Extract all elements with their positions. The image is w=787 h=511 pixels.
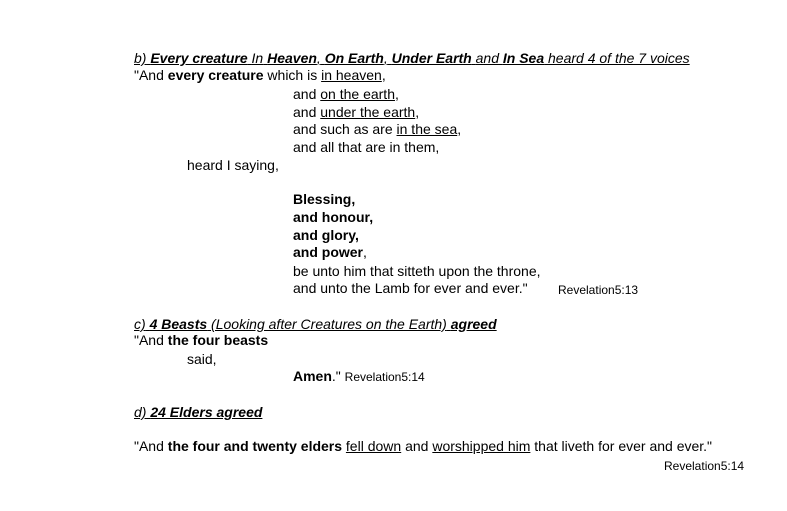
verse-underlined: in heaven [321,67,382,83]
heading-text: heard 4 of the 7 voices [548,50,690,66]
heading-on-earth: On Earth [324,50,384,66]
section-c-label: c) [134,316,146,332]
verse-line [134,332,268,349]
heading-text: (Looking after Creatures on the Earth) [211,316,447,332]
heading-text: and [475,50,499,66]
verse-line [293,244,367,261]
verse-underlined: under the earth [320,104,416,120]
verse-text: and [293,104,317,120]
verse-bold: and power [293,244,364,260]
verse-text: "And [134,438,164,454]
verse-bold: the four beasts [167,332,269,348]
verse-text: and [293,86,317,102]
verse-underlined: on the earth [320,86,395,102]
heading-every-creature: Every creature [150,50,248,66]
verse-bold: Amen [293,368,332,384]
verse-text: "And [134,332,164,348]
verse-line [134,67,386,84]
verse-line [293,104,419,121]
heading-heaven: Heaven [267,50,317,66]
verse-text: , [381,67,386,83]
section-d-label: d) [134,404,147,420]
verse-line [293,121,461,138]
verse-text: ." [331,368,341,384]
section-d-heading [134,404,262,421]
verse-line-bold: and glory, [293,227,359,243]
verse-text: and [405,438,429,454]
verse-line: and all that are in them, [293,139,440,155]
scripture-reference: Revelation5:14 [664,459,745,473]
verse-line: said, [187,351,217,367]
verse-underlined: in the sea [396,121,458,137]
verse-bold: every creature [167,67,264,83]
verse-line: be unto him that sitteth upon the throne, [293,263,541,279]
verse-text: , [415,104,420,120]
verse-line-bold: and honour, [293,209,374,225]
section-b-heading [134,50,690,67]
verse-text: "And [134,67,164,83]
scripture-reference: Revelation5:13 [558,283,639,297]
heading-4-beasts: 4 Beasts [149,316,208,332]
heading-text: , [383,50,388,66]
heading-agreed: agreed [450,316,497,332]
verse-text: which is [267,67,318,83]
verse-text: , [363,244,367,260]
verse-line-bold: Blessing, [293,191,356,207]
heading-24-elders-agreed: 24 Elders agreed [150,404,263,420]
verse-bold: the four and twenty elders [167,438,343,454]
verse-text: and such as are [293,121,393,137]
verse-line [293,368,425,386]
verse-line: and unto the Lamb for ever and ever." [293,280,528,296]
scripture-reference: Revelation5:14 [344,370,425,384]
heading-text: , [316,50,321,66]
verse-line: heard I saying, [187,157,279,173]
verse-line [134,438,712,455]
verse-text: that liveth for ever and ever." [534,438,713,454]
heading-under-earth: Under Earth [391,50,472,66]
heading-in-sea: In Sea [502,50,545,66]
heading-text: In [251,50,264,66]
verse-text: , [394,86,399,102]
verse-underlined: fell down [345,438,402,454]
verse-underlined: worshipped him [432,438,531,454]
section-c-heading [134,316,497,333]
verse-text: , [457,121,462,137]
section-b-label: b) [134,50,147,66]
verse-line [293,86,399,103]
